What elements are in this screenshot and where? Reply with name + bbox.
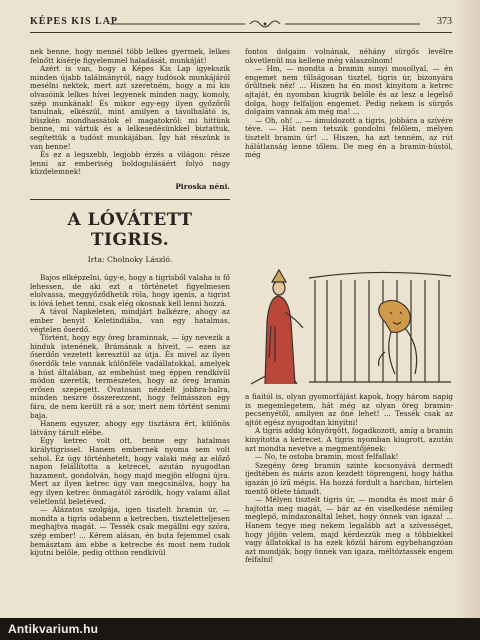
paragraph: Bajos elképzelni, úgy-e, hogy a tigrisből valaha is fő lehessen, de aki ezt a történetet figyelmesen elolvassa, meggyőződhetik róla, hogy igenis, a tigrist is lóvá lehet tenni, csak elég okosnak kell lenni hozzá.	[30, 273, 230, 308]
paragraph: a fiaitól is, olyan gyomorfájást kapok, hogy három napig is megemlegetem, hát még az olyan öreg bramin-pecsenyétől, amilyen az öné lehet! ... Tessék csak az ajtót egész nyugodtan kinyitni!	[245, 392, 453, 427]
article-author: Irta: Cholnoky László.	[87, 254, 173, 264]
bramin-and-caged-tiger-illustration	[245, 262, 457, 388]
paragraph: A távol Napkeleten, mindjárt balkézre, ahogy az ember benyit Keletindiába, van egy hatalmas, végtelen őserdő.	[30, 307, 230, 334]
paragraph: — Hm, — mondta a bramin sunyi mosollyal, — én engemet nem tűlságosan tisztel, tigris úr, bizonyára őrültnek néz! ... Hiszen ha én most kinyitom a ketrec ajtaját, én nyomban kiugrik belőle és az lesz a legelső dolga, hogy felfaljon engemet. Pedig nekem is sürgős dolgaim vannak ám még ma! ...	[245, 64, 453, 117]
paragraph: Azért is van, hogy a Képes Kis Lap igyekszik minden újabb találmányról, nagy tudósok munkájáról mesélni nektek, mert azt szeretném, hogy a mi kis olvasóink lelkes hívei legyenek minden nagy, komoly, szép munkának! És mikor egy-egy ilyen győzőről tanulnak, elkészül, mint amilyen a távolbalátó is, büszkén mondhassátok el magatokról: mi hittünk benne, mi vártuk és a lelkesedésünkkel biztattuk, segítettük a tudóst munkájában. Így hát részünk is van benne!	[30, 64, 230, 151]
paragraph: fontos dolgaim volnának, néhány sürgős levélre okvetlenül ma kellene még válaszolnom!	[245, 47, 453, 65]
signature: Piroska néni.	[175, 181, 230, 191]
paragraph: — Oh, oh! ... — ámuldozott a tigris, jobbára a szívére téve. — Hát nem tetszik gondolni felőlem, mélyen tisztelt bramin úr! ... Hiszen, ha azt tenném, az rút hálátlanság lenne tőlem. De meg én a bramin-hústól, még	[245, 115, 453, 160]
magazine-title: KÉPES KIS LAP	[30, 16, 119, 27]
article-title: A LÓVÁTETT TIGRIS.	[67, 209, 193, 250]
paragraph: — Alázatos szolgája, igen tisztelt bramin úr, — mondta a tigris odabenn a ketrecben, tiszteletteljesen meghajtva magát. — Tessék csak megállni egy szóra, szép ember! ... Kérem alásan, én buta fejemmel csak bemásztam ám ebbe a ketrecbe és most nem tudok kijutni belőle, pedig otthon rendkívül	[30, 505, 230, 558]
header-ornament	[110, 19, 420, 29]
footer-bar	[0, 618, 480, 640]
paragraph: Egy ketrec volt ott, benne egy hatalmas királytigrissel. Hanem embernek nyoma sem volt sehol. Ez úgy történhetett, hogy valaki még az előző napon felállította a ketrecet, azután nyugodtan hazament, gondolván, hogy majd megjön elfogni újra. Mert az ilyen ketrec úgy van megcsinálva, hogy ha egy ilyen ketrec önmagától záródik, hogy valami állat véletlenül beletéved.	[30, 436, 230, 506]
section-divider	[30, 199, 230, 200]
page-number: 373	[437, 16, 452, 27]
right-column-top	[245, 48, 453, 160]
page-edge-shading	[454, 0, 480, 640]
page-header	[30, 10, 452, 36]
watermark: Antikvarium.hu	[8, 622, 99, 636]
paragraph: — No, te ostoba bramin, most felfallak!	[255, 452, 399, 462]
paragraph: Szegény öreg bramin szinte kocsonyává dermedt ijedtében és máris azon kezdett töprengeni, hogy hátha igazán jó ízű mégis. Ha hozzá fordult a harcban, hirtelen mentő ötlete támadt.	[245, 460, 453, 496]
paragraph: — Mélyen tisztelt tigris úr, — mondta és most már ő hajtotta meg magát, — bár az én viselkedése némileg meglepő, mindazonáltal lehet, hogy önnek van igaza! ... Hanem tegye meg nekem legalább azt a szívességet, hogy jöjjön velem, majd kérdezzük meg a többiekkel vagy állatokkal is ha ezek közül három egybehangzóan azt mondják, hogy önnek van igaza, méltóztassék engem felfalni!	[245, 495, 453, 565]
paragraph: És ez a legszebb, legjobb érzés a világon: része lenni az emberiség boldogulásáért folyó nagy küzdelemnek!	[30, 150, 230, 177]
left-column	[30, 48, 230, 558]
paragraph: Hanem egyszer, ahogy egy tisztásra ért, különös látvány tárult elébe.	[30, 419, 230, 437]
paragraph: A tigris addig könyörgött, fogadkozott, amíg a bramin kinyitotta a ketrecet. A tigris nyomban kiugrott, azután azt mondta nevetve a megmentőjének:	[245, 426, 453, 453]
paragraph: nek benne, hogy mennél több lelkes gyermek, lelkes felnőtt kísérje figyelemmel haladását, munkáját!	[30, 47, 230, 65]
right-column-bottom	[245, 393, 453, 565]
paragraph: Történt, hogy egy öreg braminnak, — így nevezik a hinduk istenének, Brámának a híveit, — ezen az őserdőn vezetett keresztül az útja. És mivel az ilyen őserdők tele vannak különféle vadállatokkal, amelyek a húst általában, az embehúst meg éppen rendkívül módon szeretik, természetes, hogy az öreg bramin erősen szepegett. Óvatosan nézdelt jobbra-balra, minden neszre összerezzent, hogy felmásszon egy fára, de nem került rá a sor, mert nem történt semmi baja.	[30, 333, 230, 420]
header-rule	[30, 32, 452, 33]
